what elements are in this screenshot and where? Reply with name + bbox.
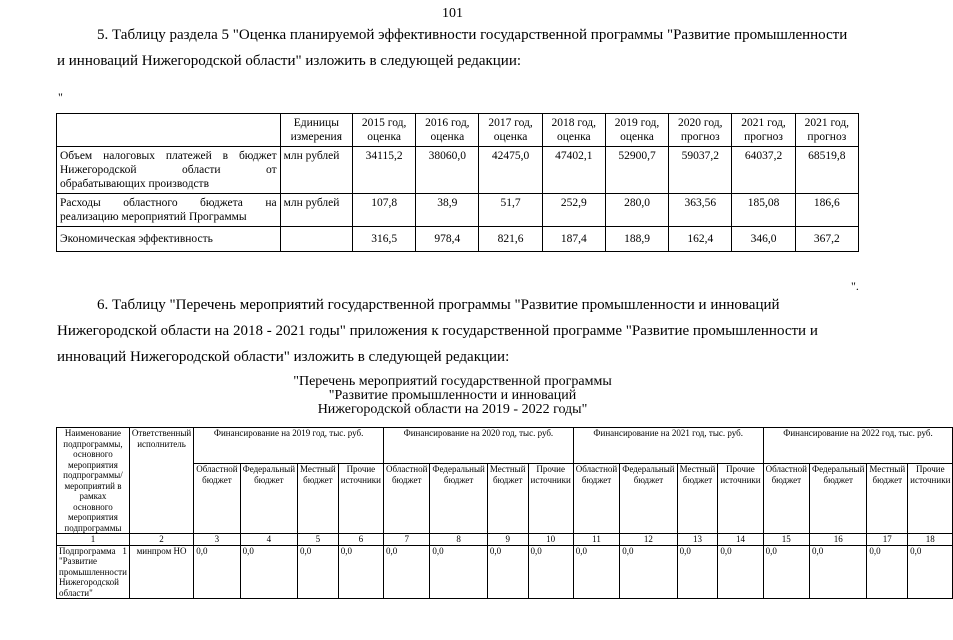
sub-header: Областной бюджет bbox=[384, 464, 430, 534]
title-line: "Перечень мероприятий государственной программы bbox=[293, 374, 612, 389]
column-number: 6 bbox=[338, 534, 383, 546]
column-number: 1 bbox=[57, 534, 130, 546]
table2-title bbox=[0, 375, 905, 417]
value-cell: 0,0 bbox=[487, 545, 528, 599]
value-cell: 107,8 bbox=[353, 194, 416, 227]
unit-cell: млн рублей bbox=[280, 147, 352, 194]
column-number: 18 bbox=[908, 534, 953, 546]
title-line: Нижегородской области на 2019 - 2022 годы" bbox=[317, 402, 588, 417]
header-cell: 2017 год, оценка bbox=[479, 114, 542, 147]
year-group-header: Финансирование на 2020 год, тыс. руб. bbox=[384, 428, 574, 464]
value-cell: 252,9 bbox=[542, 194, 605, 227]
value-cell: 185,08 bbox=[732, 194, 795, 227]
sub-header: Прочие источники bbox=[718, 464, 763, 534]
table-row bbox=[57, 545, 953, 599]
paragraph-6: 6. Таблицу "Перечень мероприятий государственной программы "Развитие промышленности и инноваций Нижегородской области на 2018 - 2021 годы" приложения к государственной программе "Развитие промышленности и инноваций Нижегородской области" изложить в следующей редакции: bbox=[57, 297, 818, 365]
header-cell: 2020 год, прогноз bbox=[669, 114, 732, 147]
value-cell: 0,0 bbox=[528, 545, 573, 599]
value-cell: 38060,0 bbox=[416, 147, 479, 194]
unit-cell: млн рублей bbox=[280, 194, 352, 227]
column-number: 9 bbox=[487, 534, 528, 546]
value-cell: 0,0 bbox=[677, 545, 718, 599]
value-cell: 0,0 bbox=[573, 545, 619, 599]
column-number: 8 bbox=[430, 534, 487, 546]
value-cell: 0,0 bbox=[194, 545, 240, 599]
header-cell bbox=[57, 114, 281, 147]
value-cell: 346,0 bbox=[732, 227, 795, 252]
value-cell: 0,0 bbox=[384, 545, 430, 599]
year-group-header: Финансирование на 2022 год, тыс. руб. bbox=[763, 428, 953, 464]
value-cell: 0,0 bbox=[763, 545, 809, 599]
header-cell: 2019 год, оценка bbox=[605, 114, 668, 147]
column-number-row bbox=[57, 534, 953, 546]
column-number: 3 bbox=[194, 534, 240, 546]
column-number: 4 bbox=[240, 534, 297, 546]
col1-header: Наименование подпрограммы, основного мероприятия подпрограммы/мероприятий в рамках основного мероприятия подпрограммы bbox=[57, 428, 130, 534]
executor-cell: минпром НО bbox=[129, 545, 193, 599]
column-number: 17 bbox=[867, 534, 908, 546]
row-label: Экономическая эффективность bbox=[57, 227, 281, 252]
value-cell: 0,0 bbox=[240, 545, 297, 599]
header-cell: 2018 год, оценка bbox=[542, 114, 605, 147]
table-row bbox=[57, 147, 859, 194]
value-cell: 59037,2 bbox=[669, 147, 732, 194]
sub-header: Прочие источники bbox=[338, 464, 383, 534]
value-cell: 188,9 bbox=[605, 227, 668, 252]
value-cell: 821,6 bbox=[479, 227, 542, 252]
table-header-row bbox=[57, 428, 953, 464]
sub-header: Областной бюджет bbox=[763, 464, 809, 534]
header-cell: 2016 год, оценка bbox=[416, 114, 479, 147]
value-cell: 978,4 bbox=[416, 227, 479, 252]
value-cell: 0,0 bbox=[620, 545, 677, 599]
value-cell: 280,0 bbox=[605, 194, 668, 227]
efficiency-table bbox=[56, 113, 859, 252]
value-cell: 64037,2 bbox=[732, 147, 795, 194]
value-cell: 38,9 bbox=[416, 194, 479, 227]
value-cell: 42475,0 bbox=[479, 147, 542, 194]
closing-quote: ". bbox=[851, 279, 859, 293]
unit-cell bbox=[280, 227, 352, 252]
column-number: 2 bbox=[129, 534, 193, 546]
column-number: 7 bbox=[384, 534, 430, 546]
table-row bbox=[57, 227, 859, 252]
value-cell: 187,4 bbox=[542, 227, 605, 252]
row-label: Расходы областного бюджета на реализацию мероприятий Программы bbox=[57, 194, 281, 227]
value-cell: 0,0 bbox=[298, 545, 339, 599]
table-header-row bbox=[57, 114, 859, 147]
sub-header: Прочие источники bbox=[528, 464, 573, 534]
sub-header: Областной бюджет bbox=[573, 464, 619, 534]
col2-header: Ответственный исполнитель bbox=[129, 428, 193, 534]
value-cell: 363,56 bbox=[669, 194, 732, 227]
sub-header: Федеральный бюджет bbox=[240, 464, 297, 534]
header-cell: 2015 год, оценка bbox=[353, 114, 416, 147]
sub-header: Прочие источники bbox=[908, 464, 953, 534]
value-cell: 0,0 bbox=[867, 545, 908, 599]
header-cell: 2021 год, прогноз bbox=[795, 114, 858, 147]
value-cell: 0,0 bbox=[908, 545, 953, 599]
column-number: 5 bbox=[298, 534, 339, 546]
year-group-header: Финансирование на 2019 год, тыс. руб. bbox=[194, 428, 384, 464]
sub-header: Местный бюджет bbox=[487, 464, 528, 534]
value-cell: 367,2 bbox=[795, 227, 858, 252]
value-cell: 0,0 bbox=[810, 545, 867, 599]
year-group-header: Финансирование на 2021 год, тыс. руб. bbox=[573, 428, 763, 464]
column-number: 10 bbox=[528, 534, 573, 546]
value-cell: 0,0 bbox=[430, 545, 487, 599]
opening-quote: " bbox=[58, 90, 63, 104]
paragraph-5: 5. Таблицу раздела 5 "Оценка планируемой эффективности государственной программы "Развитие промышленности и инноваций Нижегородской области" изложить в следующей редакции: bbox=[57, 27, 848, 69]
value-cell: 162,4 bbox=[669, 227, 732, 252]
sub-header: Местный бюджет bbox=[677, 464, 718, 534]
column-number: 12 bbox=[620, 534, 677, 546]
column-number: 16 bbox=[810, 534, 867, 546]
row-label: Объем налоговых платежей в бюджет Нижегородской области от обрабатывающих производств bbox=[57, 147, 281, 194]
subprogram-name: Подпрограмма 1 "Развитие промышленности Нижегородской области" bbox=[57, 545, 130, 599]
value-cell: 47402,1 bbox=[542, 147, 605, 194]
value-cell: 68519,8 bbox=[795, 147, 858, 194]
value-cell: 51,7 bbox=[479, 194, 542, 227]
header-cell: 2021 год, прогноз bbox=[732, 114, 795, 147]
column-number: 15 bbox=[763, 534, 809, 546]
column-number: 11 bbox=[573, 534, 619, 546]
sub-header: Местный бюджет bbox=[298, 464, 339, 534]
page-number: 101 bbox=[442, 6, 463, 21]
sub-header: Федеральный бюджет bbox=[810, 464, 867, 534]
value-cell: 0,0 bbox=[718, 545, 763, 599]
value-cell: 34115,2 bbox=[353, 147, 416, 194]
value-cell: 52900,7 bbox=[605, 147, 668, 194]
column-number: 14 bbox=[718, 534, 763, 546]
title-line: "Развитие промышленности и инноваций bbox=[328, 388, 577, 403]
header-cell: Единицы измерения bbox=[280, 114, 352, 147]
measures-table bbox=[56, 427, 953, 599]
value-cell: 316,5 bbox=[353, 227, 416, 252]
table-row bbox=[57, 194, 859, 227]
sub-header: Федеральный бюджет bbox=[430, 464, 487, 534]
column-number: 13 bbox=[677, 534, 718, 546]
value-cell: 186,6 bbox=[795, 194, 858, 227]
sub-header: Местный бюджет bbox=[867, 464, 908, 534]
sub-header: Областной бюджет bbox=[194, 464, 240, 534]
sub-header: Федеральный бюджет bbox=[620, 464, 677, 534]
value-cell: 0,0 bbox=[338, 545, 383, 599]
